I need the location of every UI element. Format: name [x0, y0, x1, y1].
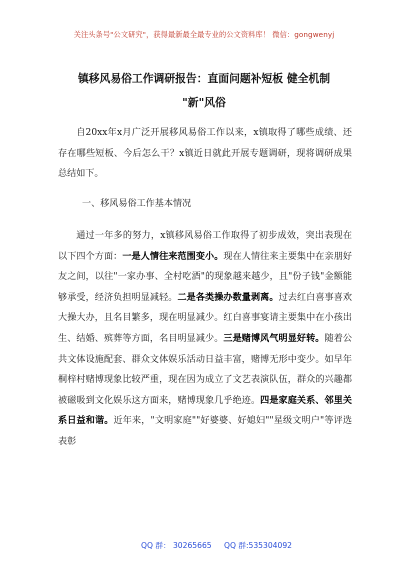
footer-qq-group-1: QQ 群： 30265665: [141, 541, 212, 550]
header-banner: 关注头条号"公文研究"，获得最新最全最专业的公文资料库！ 微信：gongwenyj: [73, 30, 335, 39]
document-title-line-1: 镇移风易俗工作调研报告：直面问题补短板 健全机制: [77, 72, 331, 85]
bold-point-1: 一是人情往来范围变小。: [122, 250, 224, 262]
bold-point-2: 二是各类操办数量剥离。: [177, 291, 279, 303]
text-run: 近年来，"文明家庭""好婆婆、好媳妇""星级文明户"等评选表彰: [58, 416, 352, 447]
text-run: 现在人情往来主要集中在亲朋好友之间，以往"一家办事、全村吃酒"的现象越来越少，且"份子钱"金额能够承受，经济负担明显减轻。: [58, 251, 352, 303]
text-run: 过去红白喜事喜欢大操大办，且名目繁多，现在明显减少。红白喜事宴请主要集中在小孩出生、结婚、殡葬等方面，名目明显减少。: [58, 292, 352, 344]
text-run: 通过一年多的努力，x镇移风易俗工作取得了初步成效，突出表现在以下四个方面：: [58, 231, 352, 262]
document-title-line-2: "新"风俗: [182, 96, 226, 109]
bold-point-3: 三是赌博风气明显好转。: [223, 332, 325, 344]
text-run: 随着公共文体设施配套、群众文体娱乐活动日益丰富，赌博无形中变少。如早年桐梓村赌博现象比较严重，现在因为成立了文艺表演队伍，群众的兴趣都被磁吸到文化娱乐这方面来，赌博现象几乎绝迹。: [58, 333, 352, 406]
footer-qq-group-2: QQ 群:535304092: [224, 541, 293, 550]
section-heading-1: 一、移风易俗工作基本情况: [82, 199, 192, 209]
body-paragraph: [58, 226, 352, 453]
bold-point-4: 四是家庭关系、邻里关系日益和谐。: [58, 394, 352, 427]
intro-paragraph: 自20xx年x月广泛开展移风易俗工作以来，x镇取得了哪些成绩、还存在哪些短板、今后怎么干？x镇近日就此开展专题调研，现将调研成果总结如下。: [58, 128, 352, 180]
